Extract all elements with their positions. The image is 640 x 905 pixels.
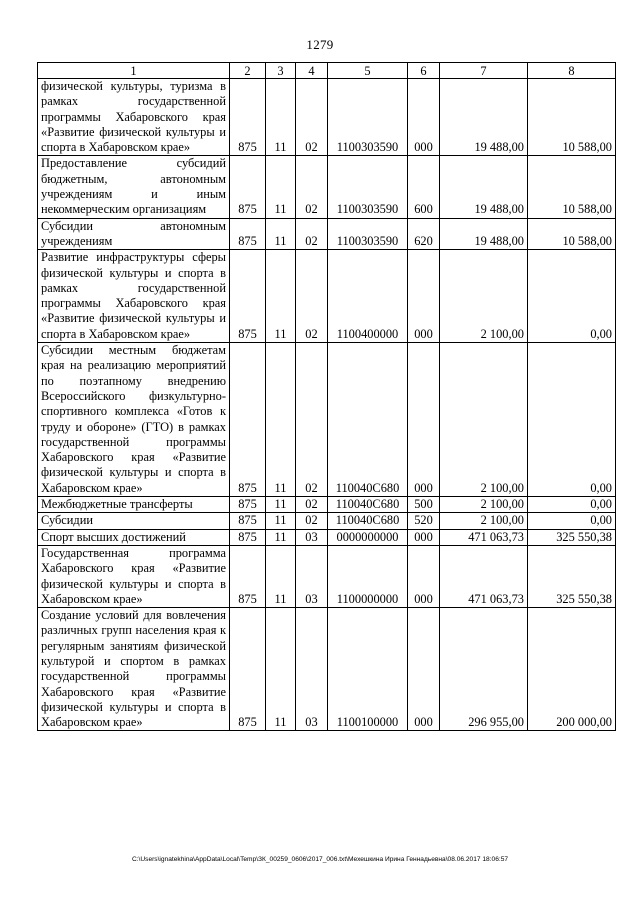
section-code-cell: 11 — [266, 156, 296, 218]
amount-year2-cell: 0,00 — [528, 513, 616, 529]
amount-year2-cell: 10 588,00 — [528, 79, 616, 156]
ministry-code-cell: 875 — [230, 156, 266, 218]
subsection-code-cell: 02 — [296, 250, 328, 343]
section-code-cell: 11 — [266, 529, 296, 545]
ministry-code-cell: 875 — [230, 343, 266, 497]
column-header: 1 — [38, 63, 230, 79]
table-row — [38, 529, 616, 545]
amount-year1-cell: 2 100,00 — [440, 250, 528, 343]
row-name-cell: Развитие инфраструктуры сферы физической культуры и спорта в рамках государственной программы Хабаровского края «Развитие физической культуры и спорта в Хабаровском крае» — [38, 250, 230, 343]
subsection-code-cell: 02 — [296, 79, 328, 156]
table-row — [38, 513, 616, 529]
subsection-code-cell: 02 — [296, 497, 328, 513]
table-row — [38, 545, 616, 607]
target-article-cell: 110040С680 — [328, 497, 408, 513]
expense-type-cell: 500 — [408, 497, 440, 513]
target-article-cell: 1100400000 — [328, 250, 408, 343]
row-name-cell: Субсидии — [38, 513, 230, 529]
amount-year1-cell: 2 100,00 — [440, 497, 528, 513]
amount-year1-cell: 471 063,73 — [440, 545, 528, 607]
page-number: 1279 — [306, 37, 334, 52]
amount-year1-cell: 471 063,73 — [440, 529, 528, 545]
subsection-code-cell: 02 — [296, 156, 328, 218]
table-row — [38, 497, 616, 513]
expense-type-cell: 000 — [408, 608, 440, 731]
expense-type-cell: 000 — [408, 343, 440, 497]
budget-table — [37, 62, 616, 731]
section-code-cell: 11 — [266, 343, 296, 497]
amount-year1-cell: 2 100,00 — [440, 343, 528, 497]
subsection-code-cell: 02 — [296, 343, 328, 497]
amount-year2-cell: 325 550,38 — [528, 529, 616, 545]
file-path-footer: C:\Users\ignatekhina\AppData\Local\Temp\ЗК_00259_0606\2017_006.txt\Мехешкина Ирина Геннадьевна\08.06.2017 18:06:57 — [131, 856, 509, 863]
section-code-cell: 11 — [266, 608, 296, 731]
expense-type-cell: 620 — [408, 218, 440, 250]
target-article-cell: 1100100000 — [328, 608, 408, 731]
column-header: 2 — [230, 63, 266, 79]
column-header: 5 — [328, 63, 408, 79]
ministry-code-cell: 875 — [230, 529, 266, 545]
subsection-code-cell: 03 — [296, 545, 328, 607]
target-article-cell: 1100000000 — [328, 545, 408, 607]
ministry-code-cell: 875 — [230, 513, 266, 529]
table-row — [38, 218, 616, 250]
section-code-cell: 11 — [266, 513, 296, 529]
target-article-cell: 110040С680 — [328, 513, 408, 529]
expense-type-cell: 600 — [408, 156, 440, 218]
expense-type-cell: 520 — [408, 513, 440, 529]
amount-year1-cell: 296 955,00 — [440, 608, 528, 731]
target-article-cell: 1100303590 — [328, 156, 408, 218]
table-row — [38, 608, 616, 731]
table-row — [38, 79, 616, 156]
subsection-code-cell: 02 — [296, 513, 328, 529]
row-name-cell: Предоставление субсидий бюджетным, автономным учреждениям и иным некоммерческим организациям — [38, 156, 230, 218]
amount-year2-cell: 10 588,00 — [528, 156, 616, 218]
target-article-cell: 0000000000 — [328, 529, 408, 545]
ministry-code-cell: 875 — [230, 218, 266, 250]
expense-type-cell: 000 — [408, 79, 440, 156]
section-code-cell: 11 — [266, 545, 296, 607]
subsection-code-cell: 02 — [296, 218, 328, 250]
target-article-cell: 1100303590 — [328, 218, 408, 250]
row-name-cell: Межбюджетные трансферты — [38, 497, 230, 513]
expense-type-cell: 000 — [408, 529, 440, 545]
ministry-code-cell: 875 — [230, 608, 266, 731]
table-row — [38, 250, 616, 343]
ministry-code-cell: 875 — [230, 250, 266, 343]
column-header: 7 — [440, 63, 528, 79]
column-header: 3 — [266, 63, 296, 79]
row-name-cell: физической культуры, туризма в рамках государственной программы Хабаровского края «Развитие физической культуры и спорта в Хабаровском крае» — [38, 79, 230, 156]
row-name-cell: Создание условий для вовлечения различных групп населения края к регулярным занятиям физической культурой и спортом в рамках государственной программы Хабаровского края «Развитие физической культуры и спорта в Хабаровском крае» — [38, 608, 230, 731]
amount-year2-cell: 10 588,00 — [528, 218, 616, 250]
section-code-cell: 11 — [266, 79, 296, 156]
amount-year2-cell: 200 000,00 — [528, 608, 616, 731]
amount-year2-cell: 0,00 — [528, 343, 616, 497]
ministry-code-cell: 875 — [230, 79, 266, 156]
amount-year2-cell: 0,00 — [528, 497, 616, 513]
table-row — [38, 343, 616, 497]
column-header: 6 — [408, 63, 440, 79]
amount-year2-cell: 0,00 — [528, 250, 616, 343]
row-name-cell: Спорт высших достижений — [38, 529, 230, 545]
amount-year1-cell: 19 488,00 — [440, 79, 528, 156]
amount-year1-cell: 19 488,00 — [440, 218, 528, 250]
header-row — [38, 63, 616, 79]
amount-year1-cell: 2 100,00 — [440, 513, 528, 529]
section-code-cell: 11 — [266, 497, 296, 513]
target-article-cell: 1100303590 — [328, 79, 408, 156]
column-header: 8 — [528, 63, 616, 79]
row-name-cell: Государственная программа Хабаровского края «Развитие физической культуры и спорта в Хабаровском крае» — [38, 545, 230, 607]
table-row — [38, 156, 616, 218]
expense-type-cell: 000 — [408, 545, 440, 607]
subsection-code-cell: 03 — [296, 608, 328, 731]
amount-year2-cell: 325 550,38 — [528, 545, 616, 607]
ministry-code-cell: 875 — [230, 545, 266, 607]
row-name-cell: Субсидии местным бюджетам края на реализацию мероприятий по поэтапному внедрению Всероссийского физкультурно-спортивного комплекса «Готов к труду и обороне» (ГТО) в рамках государственной программы Хабаровского края «Развитие физической культуры и спорта в Хабаровском крае» — [38, 343, 230, 497]
ministry-code-cell: 875 — [230, 497, 266, 513]
section-code-cell: 11 — [266, 250, 296, 343]
amount-year1-cell: 19 488,00 — [440, 156, 528, 218]
expense-type-cell: 000 — [408, 250, 440, 343]
column-header: 4 — [296, 63, 328, 79]
section-code-cell: 11 — [266, 218, 296, 250]
target-article-cell: 110040С680 — [328, 343, 408, 497]
subsection-code-cell: 03 — [296, 529, 328, 545]
row-name-cell: Субсидии автономным учреждениям — [38, 218, 230, 250]
